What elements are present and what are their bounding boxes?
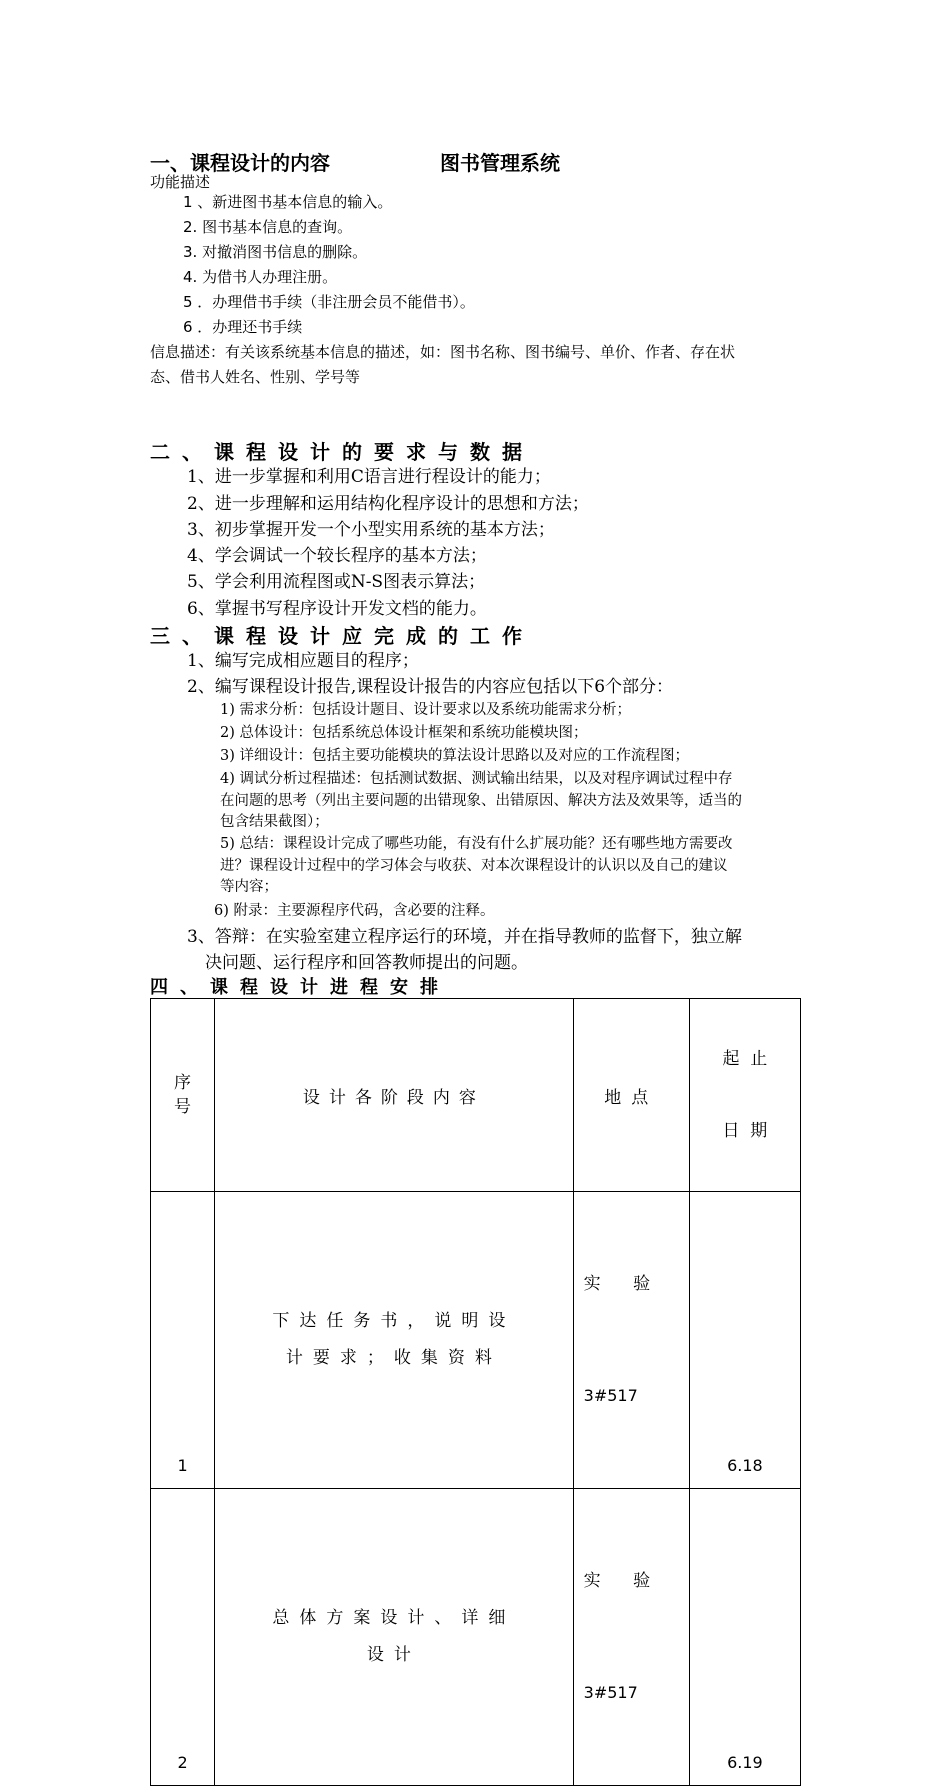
table-row: [151, 1192, 801, 1489]
row2-place-line2: 3#517: [583, 1683, 638, 1702]
function-item-5: 5 ．办理借书手续（非注册会员不能借书）。: [183, 293, 475, 311]
report-part-5-line1: 5) 总结：课程设计完成了哪些功能，有没有什么扩展功能？还有哪些地方需要改: [220, 836, 733, 852]
row2-seq-value: 2: [177, 1753, 188, 1772]
header-date-line2: 日 期: [722, 1121, 768, 1141]
function-item-3: 3. 对撤消图书信息的删除。: [183, 243, 368, 261]
header-seq: [151, 999, 215, 1192]
report-part-4-line1: 4) 调试分析过程描述：包括测试数据、测试输出结果，以及对程序调试过程中存: [220, 771, 733, 787]
section4-heading: 四、课程设计进程安排: [150, 977, 450, 998]
row1-place: [573, 1192, 689, 1489]
work-item-3-line1: 3、答辩：在实验室建立程序运行的环境，并在指导教师的监督下，独立解: [187, 927, 742, 947]
row1-content-line1: 下达任务书，说明设: [272, 1311, 516, 1331]
row1-content-line2: 计要求；收集资料: [285, 1348, 502, 1368]
function-label: 功能描述: [150, 173, 211, 191]
report-part-5-line2: 进？课程设计过程中的学习体会与收获、对本次课程设计的认识以及自己的建议: [220, 858, 728, 874]
row2-content-line1: 总体方案设计、详细: [272, 1608, 516, 1628]
requirement-item-1: 1、进一步掌握和利用C语言进行程设计的能力；: [187, 467, 551, 487]
requirement-item-2: 2、进一步理解和运用结构化程序设计的思想和方法；: [187, 494, 589, 514]
header-place: [573, 999, 689, 1192]
report-part-5-line3: 等内容；: [220, 879, 278, 895]
work-item-2: 2、编写课程设计报告,课程设计报告的内容应包括以下6个部分：: [187, 677, 674, 697]
report-part-1: 1) 需求分析：包括设计题目、设计要求以及系统功能需求分析；: [220, 702, 631, 718]
row1-place-line1: 实 验: [583, 1274, 651, 1294]
requirement-item-3: 3、初步掌握开发一个小型实用系统的基本方法；: [187, 520, 555, 540]
header-date: [689, 999, 800, 1192]
row2-place-line1: 实 验: [583, 1571, 651, 1591]
work-item-3-line2: 决问题、运行程序和回答教师提出的问题。: [205, 953, 528, 973]
row2-content: [215, 1489, 574, 1786]
schedule-table: [150, 998, 801, 1786]
info-description-line1: 信息描述：有关该系统基本信息的描述，如：图书名称、图书编号、单价、作者、存在状: [150, 343, 736, 361]
function-item-2: 2. 图书基本信息的查询。: [183, 218, 353, 236]
header-place-label: 地点: [604, 1087, 659, 1108]
row2-content-line2: 设计: [366, 1645, 421, 1665]
header-content-label: 设计各阶段内容: [302, 1087, 485, 1108]
row1-seq: [151, 1192, 215, 1489]
work-item-1: 1、编写完成相应题目的程序；: [187, 651, 419, 671]
table-header-row: [151, 999, 801, 1192]
requirement-item-6: 6、掌握书写程序设计开发文档的能力。: [187, 599, 487, 619]
row1-seq-value: 1: [177, 1456, 188, 1475]
system-title: 图书管理系统: [440, 151, 560, 175]
section1-heading: 一、课程设计的内容: [150, 151, 330, 175]
requirement-item-5: 5、学会利用流程图或N-S图表示算法；: [187, 572, 486, 592]
table-row: [151, 1489, 801, 1786]
section2-heading: 二、课程设计的要求与数据: [150, 440, 534, 464]
row2-date-value: 6.19: [727, 1753, 763, 1772]
function-item-6: 6 ．办理还书手续: [183, 318, 303, 336]
row1-date: [689, 1192, 800, 1489]
report-part-4-line2: 在问题的思考（列出主要问题的出错现象、出错原因、解决方法及效果等，适当的: [220, 793, 742, 809]
row2-date: [689, 1489, 800, 1786]
row1-date-value: 6.18: [727, 1456, 763, 1475]
report-part-4-line3: 包含结果截图）；: [220, 814, 329, 830]
report-part-3: 3) 详细设计：包括主要功能模块的算法设计思路以及对应的工作流程图；: [220, 748, 689, 764]
function-item-1: 1 、新进图书基本信息的输入。: [183, 193, 393, 211]
function-item-4: 4. 为借书人办理注册。: [183, 268, 338, 286]
header-seq-line1: 序: [174, 1073, 192, 1093]
row2-seq: [151, 1489, 215, 1786]
header-seq-line2: 号: [174, 1097, 192, 1117]
requirement-item-4: 4、学会调试一个较长程序的基本方法；: [187, 546, 487, 566]
header-date-line1: 起 止: [722, 1049, 768, 1069]
row1-place-line2: 3#517: [583, 1386, 638, 1405]
row2-place: [573, 1489, 689, 1786]
header-content: [215, 999, 574, 1192]
section3-heading: 三、课程设计应完成的工作: [150, 624, 534, 648]
report-part-2: 2) 总体设计：包括系统总体设计框架和系统功能模块图；: [220, 725, 588, 741]
row1-content: [215, 1192, 574, 1489]
info-description-line2: 态、借书人姓名、性别、学号等: [150, 368, 361, 386]
report-part-6: 6) 附录：主要源程序代码，含必要的注释。: [214, 903, 495, 919]
